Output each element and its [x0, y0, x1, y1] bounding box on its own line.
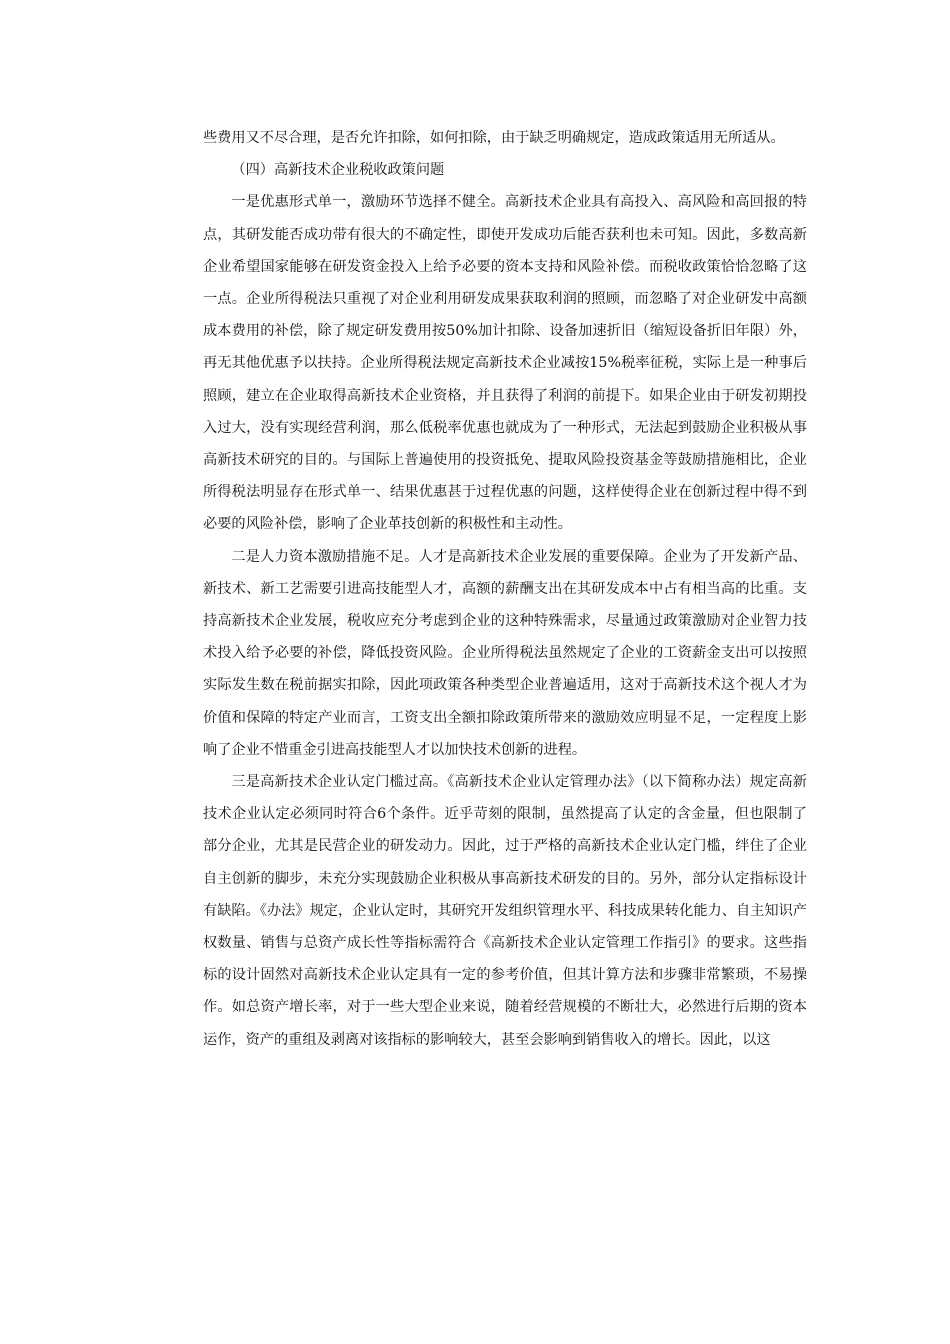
paragraph-human-capital: 二是人力资本激励措施不足。人才是高新技术企业发展的重要保障。企业为了开发新产品、新技术、新工艺需要引进高技能型人才，高额的薪酬支出在其研发成本中占有相当高的比重。支持高新技术企业发展，税收应充分考虑到企业的这种特殊需求，尽量通过政策激励对企业智力技术投入给予必要的补偿，降低投资风险。企业所得税法虽然规定了企业的工资薪金支出可以按照实际发生数在税前据实扣除，因此项政策各种类型企业普遍适用，这对于高新技术这个视人才为价值和保障的特定产业而言，工资支出全额扣除政策所带来的激励效应明显不足，一定程度上影响了企业不惜重金引进高技能型人才以加快技术创新的进程。 [203, 548, 807, 758]
paragraph-certification-threshold: 三是高新技术企业认定门槛过高。《高新技术企业认定管理办法》（以下简称办法）规定高新技术企业认定必须同时符合6个条件。近乎苛刻的限制，虽然提高了认定的含金量，但也限制了部分企业，尤其是民营企业的研发动力。因此，过于严格的高新技术企业认定门槛，绊住了企业自主创新的脚步，未充分实现鼓励企业积极从事高新技术研发的目的。另外，部分认定指标设计有缺陷。《办法》规定，企业认定时，其研究开发组织管理水平、科技成果转化能力、自主知识产权数量、销售与总资产成长性等指标需符合《高新技术企业认定管理工作指引》的要求。这些指标的设计固然对高新技术企业认定具有一定的参考价值，但其计算方法和步骤非常繁琐，不易操作。如总资产增长率，对于一些大型企业来说，随着经营规模的不断壮大，必然进行后期的资本运作，资产的重组及剥离对该指标的影响较大，甚至会影响到销售收入的增长。因此，以这 [203, 774, 807, 1048]
paragraph-incentive-form: 一是优惠形式单一，激励环节选择不健全。高新技术企业具有高投入、高风险和高回报的特点，其研发能否成功带有很大的不确定性，即使开发成功后能否获利也未可知。因此，多数高新企业希望国家能够在研发资金投入上给予必要的资本支持和风险补偿。而税收政策恰恰忽略了这一点。企业所得税法只重视了对企业利用研发成果获取利润的照顾，而忽略了对企业研发中高额成本费用的补偿，除了规定研发费用按50%加计扣除、设备加速折旧（缩短设备折旧年限）外，再无其他优惠予以扶持。企业所得税法规定高新技术企业减按15%税率征税，实际上是一种事后照顾，建立在企业取得高新技术企业资格，并且获得了利润的前提下。如果企业由于研发初期投入过大，没有实现经营利润，那么低税率优惠也就成为了一种形式，无法起到鼓励企业积极从事高新技术研究的目的。与国际上普遍使用的投资抵免、提取风险投资基金等鼓励措施相比，企业所得税法明显存在形式单一、结果优惠甚于过程优惠的问题，这样使得企业在创新过程中得不到必要的风险补偿，影响了企业革技创新的积极性和主动性。 [203, 194, 807, 533]
paragraph-continuation: 些费用又不尽合理，是否允许扣除，如何扣除，由于缺乏明确规定，造成政策适用无所适从。 [203, 130, 785, 146]
document-body [203, 122, 807, 1056]
section-heading: （四）高新技术企业税收政策问题 [231, 162, 445, 179]
